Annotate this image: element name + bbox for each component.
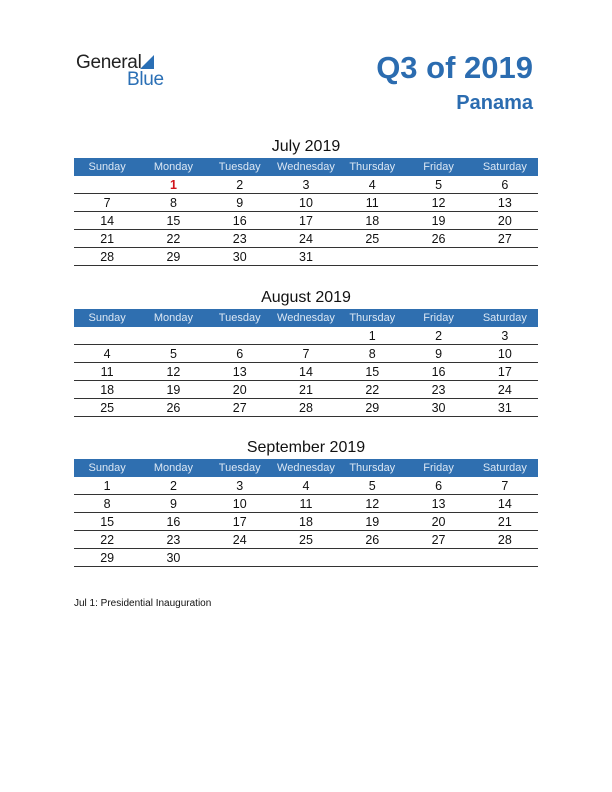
month-title: July 2019 bbox=[271, 138, 341, 155]
week-row bbox=[74, 477, 538, 495]
day-cell: 15 bbox=[140, 212, 206, 230]
day-cell: 5 bbox=[339, 477, 405, 495]
week-row bbox=[74, 549, 538, 567]
day-cell: 31 bbox=[273, 248, 339, 266]
day-cell: 6 bbox=[472, 176, 538, 194]
day-cell: 14 bbox=[472, 495, 538, 513]
day-cell: 2 bbox=[405, 327, 471, 345]
logo-general-text: General bbox=[76, 52, 142, 73]
week-row bbox=[74, 327, 538, 345]
weekday-header: Wednesday bbox=[273, 459, 339, 477]
month-calendar bbox=[74, 287, 538, 417]
day-cell: 19 bbox=[140, 381, 206, 399]
day-cell: 12 bbox=[140, 363, 206, 381]
day-cell: 8 bbox=[339, 345, 405, 363]
day-cell: 28 bbox=[472, 531, 538, 549]
day-cell: 15 bbox=[339, 363, 405, 381]
day-cell: 20 bbox=[405, 513, 471, 531]
weekday-header: Thursday bbox=[339, 158, 405, 176]
logo-blue-text: Blue bbox=[127, 69, 164, 90]
day-cell: 26 bbox=[405, 230, 471, 248]
day-cell: 6 bbox=[207, 345, 273, 363]
day-cell bbox=[273, 327, 339, 345]
week-row bbox=[74, 230, 538, 248]
day-cell: 2 bbox=[140, 477, 206, 495]
day-cell: 22 bbox=[339, 381, 405, 399]
day-cell: 26 bbox=[140, 399, 206, 417]
month-calendar bbox=[74, 136, 538, 266]
day-cell: 23 bbox=[207, 230, 273, 248]
day-cell: 4 bbox=[273, 477, 339, 495]
page-title: Q3 of 2019 bbox=[376, 50, 533, 85]
day-cell: 15 bbox=[74, 513, 140, 531]
weekday-header: Friday bbox=[405, 309, 471, 327]
day-cell: 30 bbox=[207, 248, 273, 266]
day-cell: 20 bbox=[207, 381, 273, 399]
month-title: August 2019 bbox=[261, 289, 351, 306]
country-subtitle: Panama bbox=[456, 92, 533, 114]
day-cell: 25 bbox=[273, 531, 339, 549]
general-blue-logo bbox=[76, 52, 186, 92]
day-cell: 1 bbox=[140, 176, 206, 194]
day-cell: 3 bbox=[273, 176, 339, 194]
day-cell: 13 bbox=[472, 194, 538, 212]
day-cell: 19 bbox=[405, 212, 471, 230]
week-row bbox=[74, 513, 538, 531]
weekday-header: Saturday bbox=[472, 459, 538, 477]
day-cell: 16 bbox=[405, 363, 471, 381]
weekday-header-row bbox=[74, 309, 538, 327]
weekday-header: Tuesday bbox=[207, 158, 273, 176]
day-cell: 25 bbox=[74, 399, 140, 417]
day-cell: 5 bbox=[405, 176, 471, 194]
day-cell: 4 bbox=[339, 176, 405, 194]
day-cell: 31 bbox=[472, 399, 538, 417]
month-title: September 2019 bbox=[246, 439, 366, 456]
day-cell: 26 bbox=[339, 531, 405, 549]
day-cell: 22 bbox=[140, 230, 206, 248]
day-cell bbox=[339, 549, 405, 567]
weekday-header: Friday bbox=[405, 158, 471, 176]
weekday-header: Sunday bbox=[74, 459, 140, 477]
day-cell: 9 bbox=[140, 495, 206, 513]
week-row bbox=[74, 531, 538, 549]
day-cell: 19 bbox=[339, 513, 405, 531]
day-cell: 18 bbox=[273, 513, 339, 531]
weekday-header: Thursday bbox=[339, 309, 405, 327]
day-cell bbox=[405, 549, 471, 567]
day-cell: 27 bbox=[472, 230, 538, 248]
calendar-grid bbox=[74, 158, 538, 266]
day-cell: 11 bbox=[74, 363, 140, 381]
day-cell: 3 bbox=[472, 327, 538, 345]
day-cell: 2 bbox=[207, 176, 273, 194]
day-cell: 17 bbox=[273, 212, 339, 230]
weekday-header: Wednesday bbox=[273, 158, 339, 176]
day-cell: 28 bbox=[74, 248, 140, 266]
calendar-grid bbox=[74, 309, 538, 417]
calendar-grid bbox=[74, 459, 538, 567]
day-cell: 16 bbox=[140, 513, 206, 531]
day-cell bbox=[140, 327, 206, 345]
day-cell: 10 bbox=[273, 194, 339, 212]
day-cell: 18 bbox=[74, 381, 140, 399]
weekday-header: Tuesday bbox=[207, 309, 273, 327]
day-cell bbox=[273, 549, 339, 567]
day-cell: 1 bbox=[339, 327, 405, 345]
day-cell: 12 bbox=[339, 495, 405, 513]
weekday-header: Sunday bbox=[74, 309, 140, 327]
day-cell: 24 bbox=[273, 230, 339, 248]
day-cell: 8 bbox=[140, 194, 206, 212]
day-cell: 11 bbox=[339, 194, 405, 212]
day-cell: 5 bbox=[140, 345, 206, 363]
day-cell: 29 bbox=[74, 549, 140, 567]
day-cell: 4 bbox=[74, 345, 140, 363]
day-cell: 3 bbox=[207, 477, 273, 495]
day-cell: 17 bbox=[207, 513, 273, 531]
week-row bbox=[74, 495, 538, 513]
weekday-header: Monday bbox=[140, 309, 206, 327]
day-cell: 25 bbox=[339, 230, 405, 248]
day-cell: 21 bbox=[74, 230, 140, 248]
day-cell: 30 bbox=[405, 399, 471, 417]
weekday-header: Saturday bbox=[472, 158, 538, 176]
week-row bbox=[74, 399, 538, 417]
day-cell bbox=[405, 248, 471, 266]
day-cell: 29 bbox=[140, 248, 206, 266]
day-cell: 23 bbox=[405, 381, 471, 399]
day-cell bbox=[472, 248, 538, 266]
holiday-note: Jul 1: Presidential Inauguration bbox=[74, 598, 212, 609]
day-cell: 12 bbox=[405, 194, 471, 212]
weekday-header-row bbox=[74, 459, 538, 477]
month-calendar bbox=[74, 437, 538, 567]
week-row bbox=[74, 212, 538, 230]
week-row bbox=[74, 363, 538, 381]
day-cell bbox=[74, 327, 140, 345]
day-cell: 21 bbox=[273, 381, 339, 399]
week-row bbox=[74, 194, 538, 212]
day-cell: 20 bbox=[472, 212, 538, 230]
weekday-header: Thursday bbox=[339, 459, 405, 477]
day-cell: 10 bbox=[472, 345, 538, 363]
weekday-header: Tuesday bbox=[207, 459, 273, 477]
weekday-header-row bbox=[74, 158, 538, 176]
day-cell: 24 bbox=[207, 531, 273, 549]
day-cell: 10 bbox=[207, 495, 273, 513]
day-cell: 8 bbox=[74, 495, 140, 513]
day-cell: 11 bbox=[273, 495, 339, 513]
week-row bbox=[74, 381, 538, 399]
day-cell: 14 bbox=[74, 212, 140, 230]
day-cell: 17 bbox=[472, 363, 538, 381]
day-cell: 16 bbox=[207, 212, 273, 230]
weekday-header: Sunday bbox=[74, 158, 140, 176]
day-cell: 7 bbox=[74, 194, 140, 212]
day-cell: 6 bbox=[405, 477, 471, 495]
day-cell: 27 bbox=[405, 531, 471, 549]
day-cell: 30 bbox=[140, 549, 206, 567]
logo-triangle-icon bbox=[140, 55, 154, 69]
weekday-header: Saturday bbox=[472, 309, 538, 327]
day-cell bbox=[207, 549, 273, 567]
day-cell: 21 bbox=[472, 513, 538, 531]
day-cell bbox=[74, 176, 140, 194]
weekday-header: Wednesday bbox=[273, 309, 339, 327]
day-cell: 13 bbox=[207, 363, 273, 381]
day-cell: 29 bbox=[339, 399, 405, 417]
day-cell: 7 bbox=[472, 477, 538, 495]
day-cell: 9 bbox=[207, 194, 273, 212]
day-cell: 18 bbox=[339, 212, 405, 230]
weekday-header: Friday bbox=[405, 459, 471, 477]
week-row bbox=[74, 176, 538, 194]
day-cell: 9 bbox=[405, 345, 471, 363]
weekday-header: Monday bbox=[140, 459, 206, 477]
weekday-header: Monday bbox=[140, 158, 206, 176]
day-cell: 13 bbox=[405, 495, 471, 513]
day-cell: 27 bbox=[207, 399, 273, 417]
week-row bbox=[74, 248, 538, 266]
day-cell: 23 bbox=[140, 531, 206, 549]
day-cell bbox=[207, 327, 273, 345]
day-cell bbox=[339, 248, 405, 266]
week-row bbox=[74, 345, 538, 363]
day-cell bbox=[472, 549, 538, 567]
day-cell: 7 bbox=[273, 345, 339, 363]
day-cell: 28 bbox=[273, 399, 339, 417]
day-cell: 1 bbox=[74, 477, 140, 495]
day-cell: 24 bbox=[472, 381, 538, 399]
day-cell: 14 bbox=[273, 363, 339, 381]
day-cell: 22 bbox=[74, 531, 140, 549]
